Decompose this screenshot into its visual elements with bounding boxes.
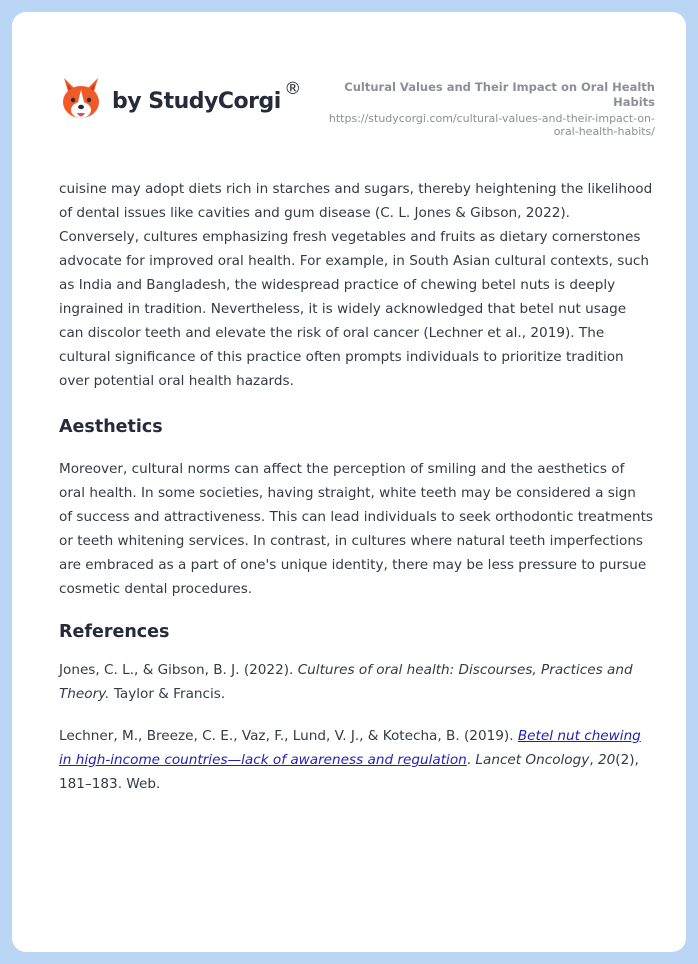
intro-paragraph: cuisine may adopt diets rich in starches and sugars, thereby heightening the likelihood of dental issues like cavities and gum disease (C. L. Jones & Gibson, 2022). Conversely, cultures emphasizing fresh vegetables and fruits as dietary cornerstones advocate for improved oral health. For example, in South Asian cultural contexts, such as India and Bangladesh, the widespread practice of chewing betel nuts is deeply ingrained in tradition. Nevertheless, it is widely acknowledged that betel nut usage can discolor teeth and elevate the risk of oral cancer (Lechner et al., 2019). The cultural significance of this practice often prompts individuals to prioritize tradition over potential oral health hazards. bbox=[59, 181, 653, 389]
document-page bbox=[12, 12, 686, 952]
registered-mark: ® bbox=[284, 78, 301, 99]
corgi-icon bbox=[60, 76, 102, 122]
reference-authors: Lechner, M., Breeze, C. E., Vaz, F., Lund, V. J., & Kotecha, B. (2019). bbox=[59, 728, 518, 744]
reference-item bbox=[59, 724, 653, 796]
reference-pages: (2), 181–183. Web. bbox=[59, 752, 639, 792]
reference-volume: 20 bbox=[597, 752, 616, 768]
reference-comma: , bbox=[589, 752, 598, 768]
brand-text: by StudyCorgi bbox=[112, 88, 281, 114]
reference-title: Cultures of oral health: Discourses, Practices and Theory. bbox=[59, 662, 633, 702]
brand-name bbox=[112, 78, 301, 114]
studycorgi-logo[interactable] bbox=[60, 76, 301, 122]
reference-publisher: Taylor & Francis. bbox=[109, 686, 226, 702]
reference-separator: . bbox=[466, 752, 476, 768]
document-header bbox=[305, 80, 655, 138]
reference-authors: Jones, C. L., & Gibson, B. J. (2022). bbox=[59, 662, 298, 678]
reference-journal: Lancet Oncology bbox=[475, 752, 590, 768]
document-title: Cultural Values and Their Impact on Oral Health Habits bbox=[344, 80, 655, 109]
references-heading: References bbox=[59, 622, 170, 642]
aesthetics-heading: Aesthetics bbox=[59, 417, 163, 437]
document-body bbox=[59, 177, 653, 796]
reference-link[interactable]: Betel nut chewing in high-income countries—lack of awareness and regulation bbox=[59, 728, 641, 768]
aesthetics-paragraph: Moreover, cultural norms can affect the perception of smiling and the aesthetics of oral health. In some societies, having straight, white teeth may be considered a sign of success and attractiveness. This can lead individuals to seek orthodontic treatments or teeth whitening services. In contrast, in cultures where natural teeth imperfections are embraced as a part of one's unique identity, there may be less pressure to pursue cosmetic dental procedures. bbox=[59, 461, 654, 597]
reference-item bbox=[59, 658, 653, 706]
document-url: https://studycorgi.com/cultural-values-and-their-impact-on-oral-health-habits/ bbox=[328, 112, 655, 138]
